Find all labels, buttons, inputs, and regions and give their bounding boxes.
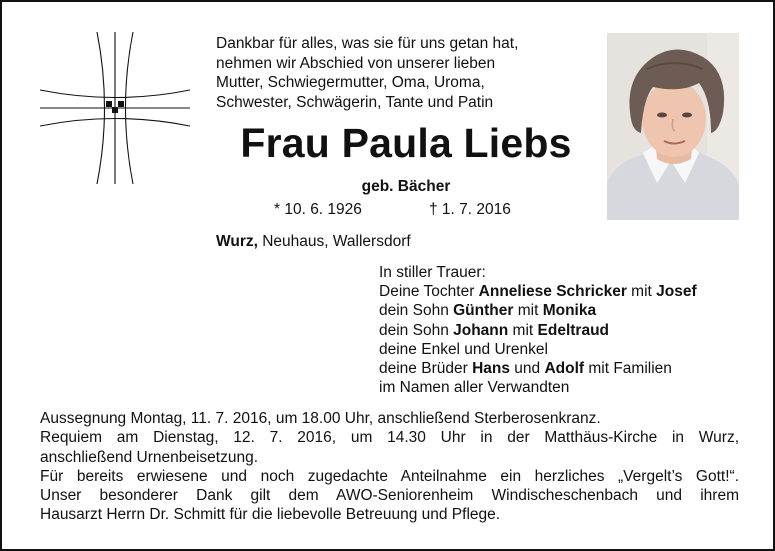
mourner-name: Günther [453, 302, 514, 320]
place-line [216, 233, 411, 251]
portrait-photo [607, 33, 739, 220]
detail-line: Unser besonderer Dank gilt dem AWO-Seniorenheim Windischeschenbach und ihrem [40, 487, 739, 505]
detail-line: anschließend Urnenbeisetzung. [40, 448, 258, 466]
mourner-text: Deine Tochter [379, 283, 479, 301]
detail-line: Für bereits erwiesene und noch zugedachte Anteilnahme ein herzliches „Vergelt’s Gott!“. [40, 467, 739, 485]
intro-line: Schwester, Schwägerin, Tante und Patin [216, 93, 494, 111]
mourners-list [379, 263, 769, 397]
mourner-line [379, 301, 769, 320]
mourner-text: mit Familien [584, 360, 672, 378]
mourner-name: Monika [542, 302, 597, 320]
mourner-line [379, 282, 769, 301]
mourner-name: Hans [472, 360, 510, 378]
mourner-name: Edeltraud [537, 321, 610, 339]
mourner-text: im Namen aller Verwandten [379, 379, 570, 397]
place-main: Wurz, [216, 233, 258, 250]
mourner-text: dein Sohn [379, 321, 454, 339]
intro-line: nehmen wir Abschied von unserer lieben [216, 54, 496, 72]
mourner-text: mit [626, 283, 657, 301]
mourner-text: mit [513, 302, 543, 320]
birth-name: geb. Bächer [361, 178, 451, 195]
death-date: † 1. 7. 2016 [429, 201, 511, 218]
mourner-line [379, 378, 769, 397]
service-details [40, 409, 739, 525]
mourner-text: mit [508, 321, 538, 339]
place-rest: Neuhaus, Wallersdorf [257, 233, 411, 250]
detail-line: Requiem am Dienstag, 12. 7. 2016, um 14.30 Uhr in der Matthäus-Kirche in Wurz, [40, 429, 739, 447]
intro-text [216, 34, 596, 112]
intro-line: Dankbar für alles, was sie für uns getan hat, [216, 35, 519, 52]
mourner-text: dein Sohn [379, 302, 454, 320]
mourner-line [379, 340, 769, 359]
mourner-text: deine Enkel und Urenkel [379, 340, 548, 358]
detail-line: Aussegnung Montag, 11. 7. 2016, um 18.00 Uhr, anschließend Sterberosenkranz. [40, 410, 601, 427]
mourner-name: Josef [656, 283, 697, 301]
detail-line: Hausarzt Herrn Dr. Schmitt für die liebevolle Betreuung und Pflege. [40, 506, 501, 524]
birth-date: * 10. 6. 1926 [274, 201, 362, 218]
mourner-line [379, 321, 769, 340]
cross-icon [40, 32, 190, 184]
intro-line: Mutter, Schwiegermutter, Oma, Uroma, [216, 74, 485, 91]
mourners-heading: In stiller Trauer: [379, 264, 486, 281]
mourner-name: Adolf [544, 360, 585, 378]
mourner-name: Johann [453, 321, 509, 339]
mourner-name: Anneliese Schricker [478, 283, 627, 301]
mourner-line [379, 359, 769, 378]
mourner-text: und [509, 360, 545, 378]
mourner-text: deine Brüder [379, 360, 473, 378]
deceased-name: Frau Paula Liebs [240, 120, 572, 166]
